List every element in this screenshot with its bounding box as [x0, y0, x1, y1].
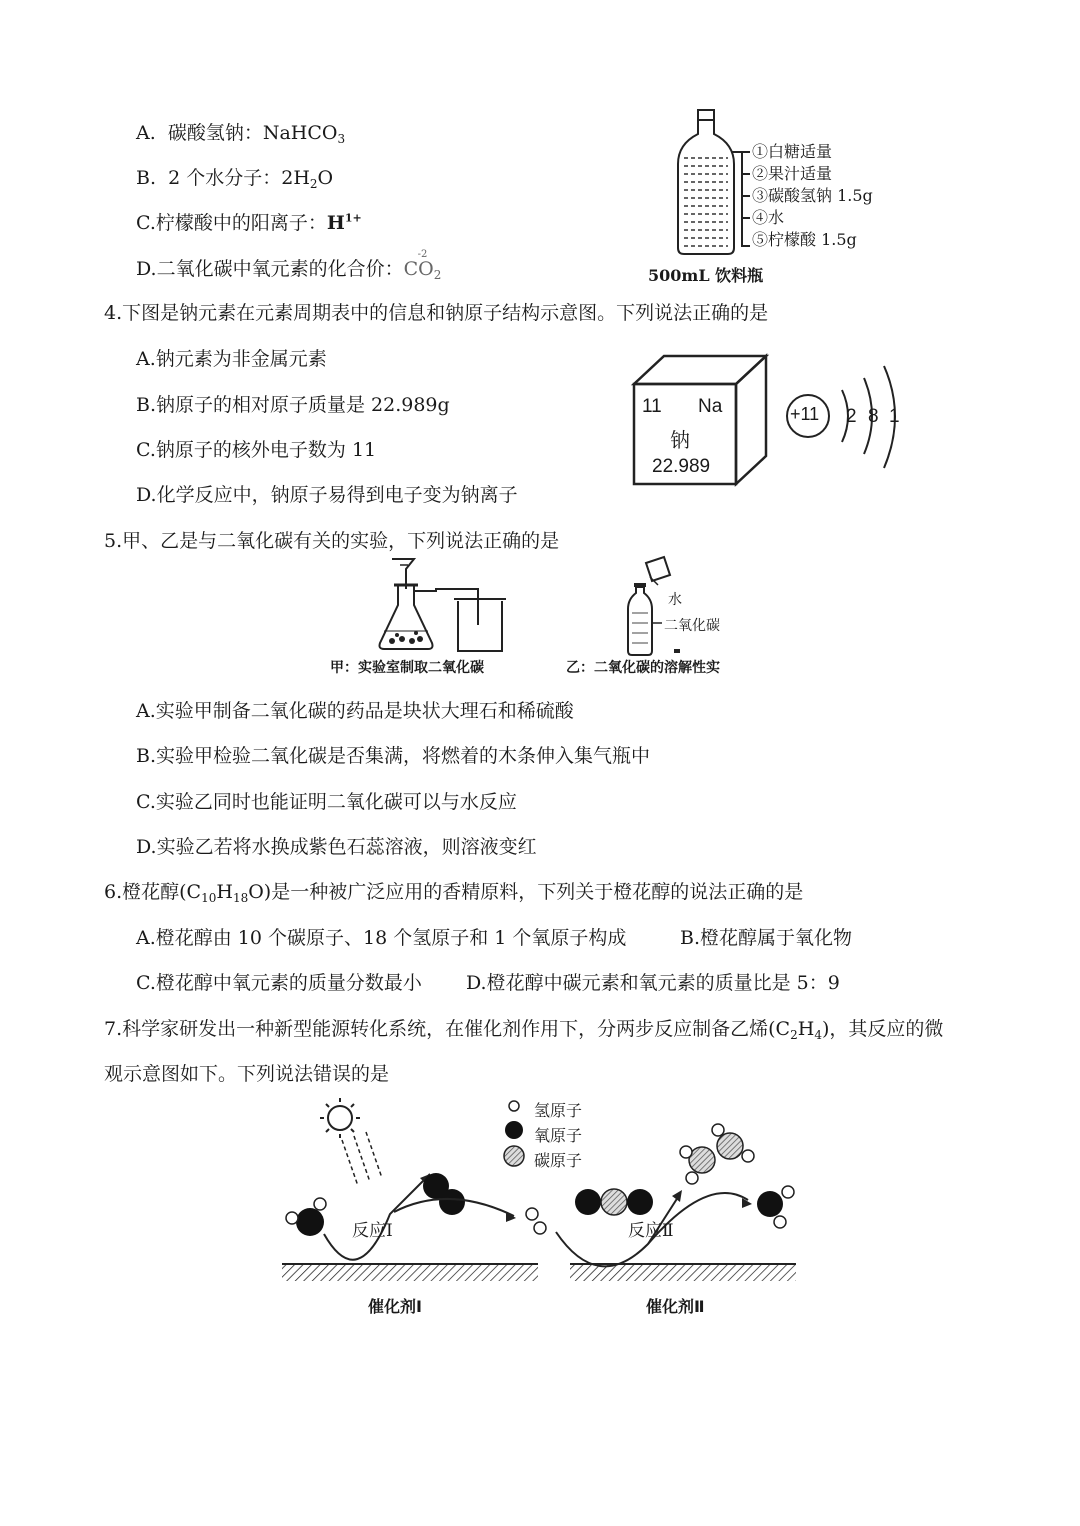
q6-stem: [104, 879, 803, 905]
bottle-item: ①白糖适量: [752, 142, 833, 161]
q3-option-b-text: 2 个水分子：2H: [168, 167, 310, 189]
bottle-figure: [648, 108, 920, 288]
q6-option-a: A.橙花醇由 10 个碳原子、18 个氢原子和 1 个氧原子构成: [136, 927, 627, 949]
q5-caption-yi: 乙：二氧化碳的溶解性实: [566, 660, 720, 676]
q3-option-b: [136, 165, 333, 191]
bottle-item: ③碳酸氢钠 1.5g: [752, 186, 873, 205]
q5-option-a: A.实验甲制备二氧化碳的药品是块状大理石和稀硫酸: [136, 700, 574, 722]
legend-carbon-icon: [504, 1146, 524, 1166]
q6-option-b: B.橙花醇属于氧化物: [680, 927, 853, 949]
q3-option-a: [136, 120, 345, 146]
q3-option-a-label: A.: [136, 122, 156, 144]
q3-option-d-valence: -2: [417, 249, 428, 260]
q5-option-b: B.实验甲检验二氧化碳是否集满，将燃着的木条伸入集气瓶中: [136, 745, 651, 767]
element-mass: 22.989: [652, 456, 711, 477]
reaction-diagram: [278, 1094, 808, 1324]
sun-icon: [320, 1098, 382, 1186]
q5-option-d: D.实验乙若将水换成紫色石蕊溶液，则溶液变红: [136, 836, 537, 858]
q5-option-c: C.实验乙同时也能证明二氧化碳可以与水反应: [136, 791, 517, 813]
q3-option-a-text: 碳酸氢钠：NaHCO: [167, 122, 338, 144]
catalyst-2-label: 催化剂Ⅱ: [646, 1297, 705, 1316]
q3-option-b-tail: O: [317, 167, 334, 189]
catalyst-1-label: 催化剂Ⅰ: [368, 1297, 422, 1316]
atom-nucleus: +11: [790, 404, 820, 424]
atom-shell-2: 8: [868, 406, 879, 427]
q3-option-d-sub: 2: [433, 268, 442, 282]
q6-stem-mid: H: [216, 881, 233, 903]
q3-option-c-formula: H: [326, 212, 345, 234]
q6-option-c: C.橙花醇中氧元素的质量分数最小: [136, 972, 422, 994]
q7-stem-post: )，其反应的微: [821, 1018, 944, 1040]
reaction-1-label: 反应Ⅰ: [352, 1221, 393, 1241]
element-name: 钠: [670, 428, 690, 452]
legend-hydrogen-icon: [509, 1101, 519, 1111]
bottle-item: ⑤柠檬酸 1.5g: [752, 230, 857, 249]
bottle-caption: 500mL 饮料瓶: [648, 266, 764, 285]
q4-option-c: C.钠原子的核外电子数为 11: [136, 439, 377, 461]
bottle-items: [752, 141, 873, 251]
q3-option-d-text: D.二氧化碳中氧元素的化合价：: [136, 258, 404, 280]
q7-stem-sub1: 2: [790, 1028, 798, 1042]
atom-shell-1: 2: [846, 406, 857, 427]
q3-option-c: [136, 210, 362, 236]
legend-carbon: 碳原子: [534, 1151, 583, 1170]
q4-option-a: A.钠元素为非金属元素: [136, 348, 327, 370]
reaction-1-molecules: [286, 1173, 546, 1260]
q3-option-d-formula: CO: [403, 258, 434, 280]
q3-option-c-text: C.柠檬酸中的阳离子：: [136, 212, 327, 234]
reaction-2-label: 反应Ⅱ: [628, 1221, 674, 1241]
q7-stem-sub2: 4: [814, 1028, 822, 1042]
q5-label-water: 水: [668, 592, 682, 608]
legend-hydrogen: 氢原子: [534, 1101, 583, 1120]
q3-option-b-sub: 2: [309, 177, 318, 191]
q6-stem-sub2: 18: [232, 891, 249, 905]
q6-option-d: D.橙花醇中碳元素和氧元素的质量比是 5：9: [466, 972, 840, 994]
co2-apparatus-icon: [370, 555, 520, 655]
q3-option-d: [136, 249, 442, 282]
q4-option-b: B.钠原子的相对原子质量是 22.989g: [136, 394, 450, 416]
q6-stem-pre: 6.橙花醇(C: [104, 881, 202, 903]
q5-figures: [330, 555, 770, 680]
q7-stem-line1: [104, 1016, 943, 1042]
q5-stem: 5.甲、乙是与二氧化碳有关的实验，下列说法正确的是: [104, 530, 560, 552]
q6-stem-post: O)是一种被广泛应用的香精原料，下列关于橙花醇的说法正确的是: [248, 881, 804, 903]
element-number: 11: [642, 396, 662, 417]
q3-option-b-label: B.: [136, 167, 157, 189]
q4-stem: 4.下图是钠元素在元素周期表中的信息和钠原子结构示意图。下列说法正确的是: [104, 302, 769, 324]
q5-caption-jia: 甲：实验室制取二氧化碳: [330, 660, 484, 676]
q6-stem-sub1: 10: [201, 891, 217, 905]
element-card: [630, 352, 770, 488]
bottle-item: ④水: [752, 208, 785, 227]
legend: [534, 1098, 582, 1173]
q4-option-d: D.化学反应中，钠原子易得到电子变为钠离子: [136, 484, 518, 506]
bottle-item: ②果汁适量: [752, 164, 833, 183]
q3-option-a-sub: 3: [337, 132, 346, 146]
q5-label-co2: 二氧化碳: [664, 618, 720, 634]
bracket-icon: [732, 144, 752, 254]
legend-oxygen: 氧原子: [534, 1126, 583, 1145]
q3-option-c-sup: 1+: [344, 211, 362, 225]
q7-stem-mid: H: [797, 1018, 815, 1040]
q7-stem-line2: 观示意图如下。下列说法错误的是: [104, 1063, 390, 1085]
element-symbol: Na: [698, 396, 723, 417]
q7-stem-pre: 7.科学家研发出一种新型能源转化系统，在催化剂作用下，分两步反应制备乙烯(C: [104, 1018, 791, 1040]
reaction-2-molecules: [556, 1124, 794, 1266]
atom-shell-3: 1: [889, 406, 900, 427]
legend-oxygen-icon: [505, 1121, 523, 1139]
co2-bottle-icon: [624, 553, 704, 663]
atom-diagram: [784, 350, 914, 485]
